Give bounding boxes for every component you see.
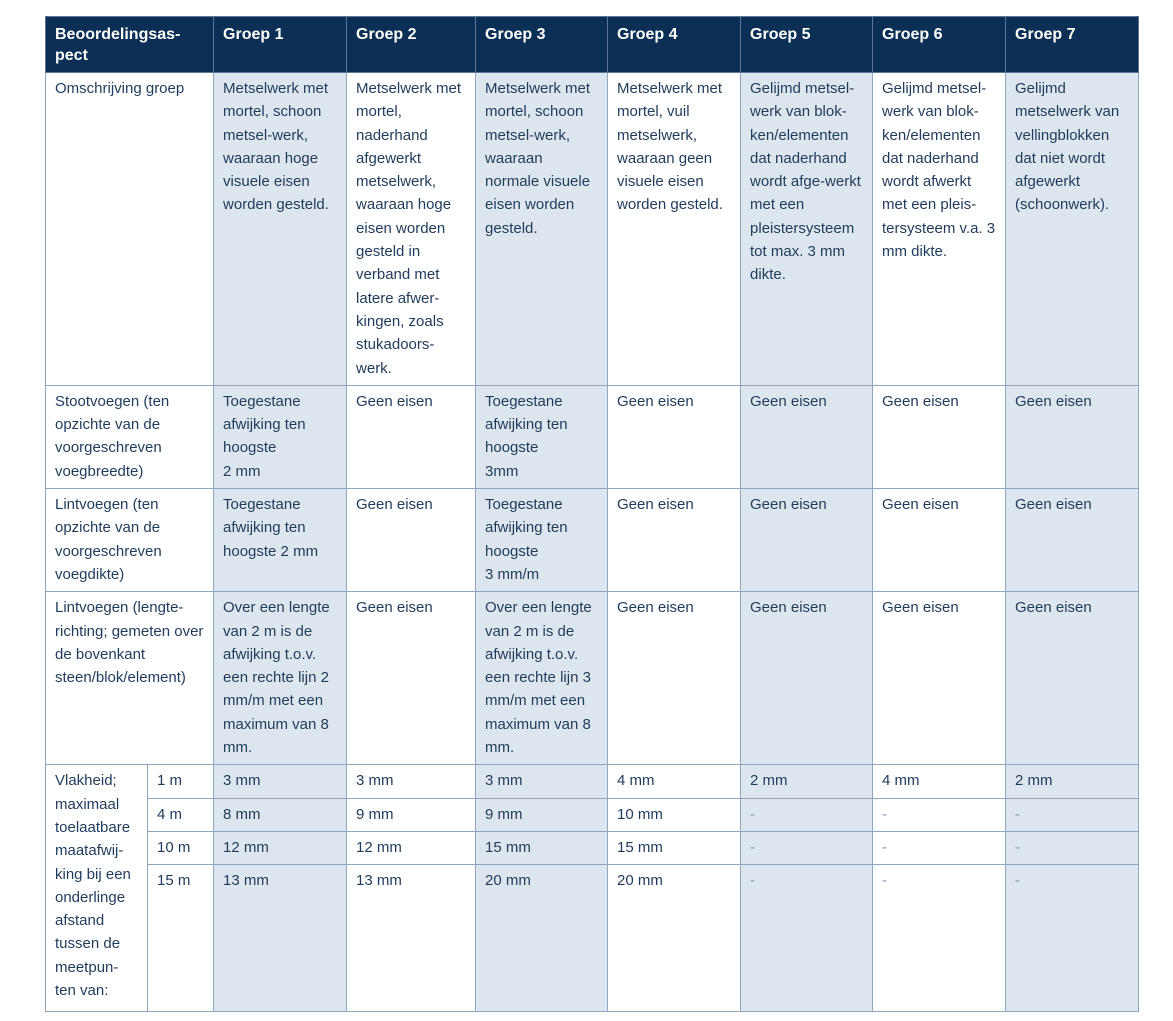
- table-cell: Toegestane afwijking ten hoogste 3mm: [476, 385, 608, 488]
- table-cell: -: [741, 865, 873, 1012]
- table-row: [46, 865, 1139, 1012]
- table-cell: 3 mm: [214, 765, 347, 798]
- table-cell: Over een lengte van 2 m is de afwijking t.o.v. een rechte lijn 2 mm/m met een maximum van 8 mm.: [214, 592, 347, 765]
- table-cell: Geen eisen: [347, 592, 476, 765]
- header-aspect: Beoordelingsas- pect: [46, 17, 214, 73]
- table-cell: -: [873, 865, 1006, 1012]
- table-row: [46, 592, 1139, 765]
- table-cell: 2 mm: [1006, 765, 1139, 798]
- header-group-3: Groep 3: [476, 17, 608, 73]
- distance-label: 1 m: [148, 765, 214, 798]
- row-label: Omschrijving groep: [46, 73, 214, 386]
- table-row: [46, 831, 1139, 864]
- table-cell: -: [741, 831, 873, 864]
- table-cell: Metselwerk met mortel, schoon metsel-werk, waaraan normale visuele eisen worden gesteld.: [476, 73, 608, 386]
- table-cell: 15 mm: [476, 831, 608, 864]
- row-label: Lintvoegen (ten opzichte van de voorgeschreven voegdikte): [46, 489, 214, 592]
- table-cell: Toegestane afwijking ten hoogste 2 mm: [214, 385, 347, 488]
- table-cell: 12 mm: [214, 831, 347, 864]
- header-group-4: Groep 4: [608, 17, 741, 73]
- table-cell: Metselwerk met mortel, vuil metselwerk, waaraan geen visuele eisen worden gesteld.: [608, 73, 741, 386]
- row-label: Stootvoegen (ten opzichte van de voorgeschreven voegbreedte): [46, 385, 214, 488]
- table-cell: Gelijmd metsel-werk van blok-ken/elementen dat naderhand wordt afwerkt met een pleis-tersysteem v.a. 3 mm dikte.: [873, 73, 1006, 386]
- table-cell: -: [1006, 798, 1139, 831]
- table-cell: Toegestane afwijking ten hoogste 3 mm/m: [476, 489, 608, 592]
- table-cell: 4 mm: [608, 765, 741, 798]
- table-cell: Geen eisen: [741, 385, 873, 488]
- header-group-5: Groep 5: [741, 17, 873, 73]
- table-cell: -: [873, 798, 1006, 831]
- table-cell: 9 mm: [347, 798, 476, 831]
- table-cell: 15 mm: [608, 831, 741, 864]
- table-cell: Gelijmd metsel-werk van blok-ken/elementen dat naderhand wordt afge-werkt met een pleistersysteem tot max. 3 mm dikte.: [741, 73, 873, 386]
- table-cell: -: [741, 798, 873, 831]
- table-cell: Geen eisen: [608, 489, 741, 592]
- table-cell: 13 mm: [347, 865, 476, 1012]
- header-group-2: Groep 2: [347, 17, 476, 73]
- table-row: [46, 798, 1139, 831]
- table-cell: Geen eisen: [1006, 489, 1139, 592]
- row-label: Lintvoegen (lengte-richting; gemeten over de bovenkant steen/blok/element): [46, 592, 214, 765]
- header-group-1: Groep 1: [214, 17, 347, 73]
- table-cell: Geen eisen: [608, 385, 741, 488]
- row-label: Vlakheid; maximaal toelaatbare maatafwij-king bij een onderlinge afstand tussen de meetpun-ten van:: [46, 765, 148, 1012]
- table-cell: -: [1006, 831, 1139, 864]
- table-row: [46, 489, 1139, 592]
- table-cell: Geen eisen: [608, 592, 741, 765]
- requirements-table: [45, 16, 1139, 1012]
- table-cell: Geen eisen: [873, 385, 1006, 488]
- table-cell: 3 mm: [476, 765, 608, 798]
- table-cell: 20 mm: [608, 865, 741, 1012]
- header-group-7: Groep 7: [1006, 17, 1139, 73]
- table-cell: Metselwerk met mortel, schoon metsel-werk, waaraan hoge visuele eisen worden gesteld.: [214, 73, 347, 386]
- table-cell: Geen eisen: [741, 489, 873, 592]
- table-cell: Gelijmd metselwerk van vellingblokken dat niet wordt afgewerkt (schoonwerk).: [1006, 73, 1139, 386]
- table-cell: Toegestane afwijking ten hoogste 2 mm: [214, 489, 347, 592]
- table-cell: Over een lengte van 2 m is de afwijking t.o.v. een rechte lijn 3 mm/m met een maximum van 8 mm.: [476, 592, 608, 765]
- distance-label: 15 m: [148, 865, 214, 1012]
- table-cell: -: [873, 831, 1006, 864]
- table-cell: Geen eisen: [741, 592, 873, 765]
- table-cell: Geen eisen: [347, 489, 476, 592]
- table-cell: Geen eisen: [1006, 385, 1139, 488]
- header-group-6: Groep 6: [873, 17, 1006, 73]
- table-cell: Geen eisen: [873, 489, 1006, 592]
- header-row: [46, 17, 1139, 73]
- table-cell: 12 mm: [347, 831, 476, 864]
- table-row: [46, 765, 1139, 798]
- table-cell: Geen eisen: [1006, 592, 1139, 765]
- table-cell: -: [1006, 865, 1139, 1012]
- table-cell: 10 mm: [608, 798, 741, 831]
- table-cell: Geen eisen: [873, 592, 1006, 765]
- table-cell: 13 mm: [214, 865, 347, 1012]
- table-cell: Metselwerk met mortel, naderhand afgewerkt metselwerk, waaraan hoge eisen worden gesteld in verband met latere afwer-kingen, zoals stukadoors-werk.: [347, 73, 476, 386]
- table-cell: 20 mm: [476, 865, 608, 1012]
- distance-label: 4 m: [148, 798, 214, 831]
- table-cell: Geen eisen: [347, 385, 476, 488]
- distance-label: 10 m: [148, 831, 214, 864]
- table-cell: 2 mm: [741, 765, 873, 798]
- table-row: [46, 385, 1139, 488]
- table-cell: 8 mm: [214, 798, 347, 831]
- table-cell: 3 mm: [347, 765, 476, 798]
- table-row: [46, 73, 1139, 386]
- table-cell: 4 mm: [873, 765, 1006, 798]
- table-cell: 9 mm: [476, 798, 608, 831]
